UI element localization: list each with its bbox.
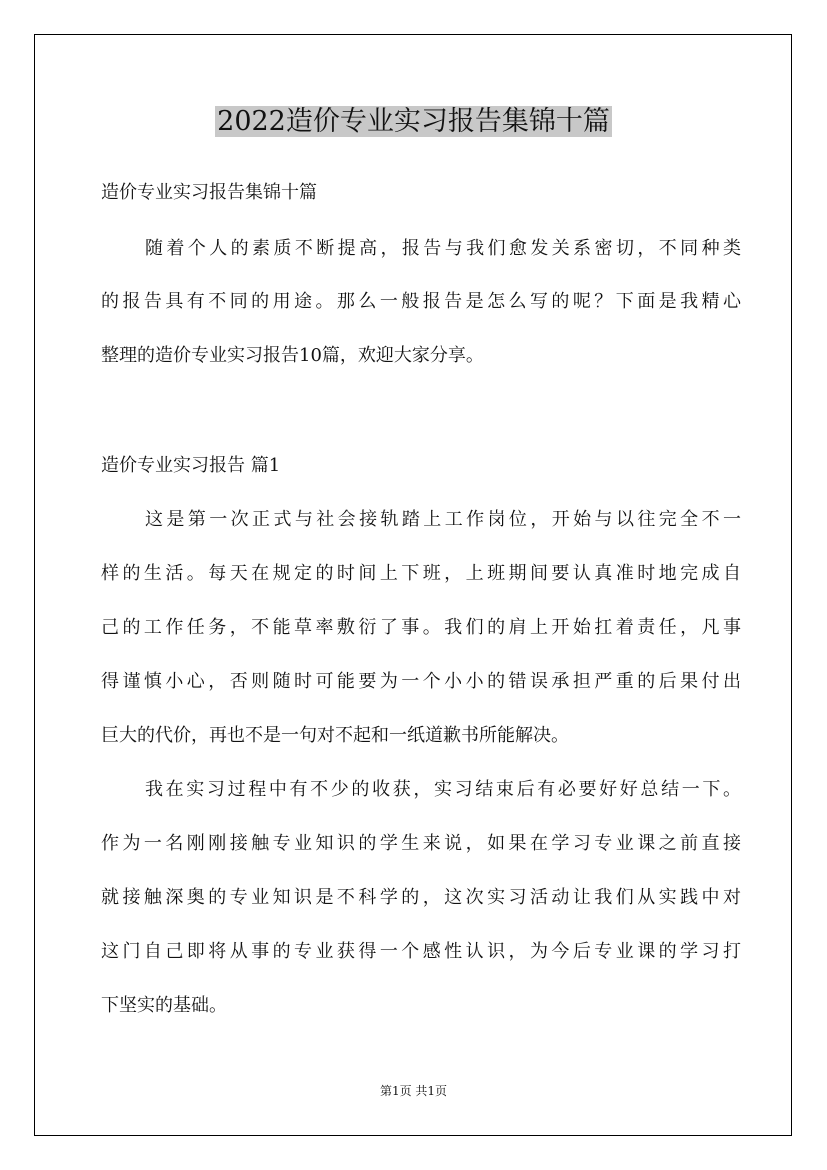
paragraph-line: 作为一名刚刚接触专业知识的学生来说，如果在学习专业课之前直接: [101, 833, 741, 854]
paragraph-line: 这门自己即将从事的专业获得一个感性认识，为今后专业课的学习打: [101, 941, 741, 962]
paragraph-line: 这是第一次正式与社会接轨踏上工作岗位，开始与以往完全不一: [145, 509, 741, 530]
document-title: 2022造价专业实习报告集锦十篇: [217, 106, 610, 137]
paragraph-line: 样的生活。每天在规定的时间上下班，上班期间要认真准时地完成自: [101, 563, 741, 584]
intro-line: 整理的造价专业实习报告10篇，欢迎大家分享。: [101, 345, 484, 366]
section-heading: 造价专业实习报告 篇1: [101, 455, 281, 476]
intro-line: 的报告具有不同的用途。那么一般报告是怎么写的呢？下面是我精心: [101, 291, 741, 312]
document-subtitle: 造价专业实习报告集锦十篇: [101, 182, 317, 203]
paragraph-line: 我在实习过程中有不少的收获，实习结束后有必要好好总结一下。: [145, 779, 741, 800]
paragraph-line: 巨大的代价，再也不是一句对不起和一纸道歉书所能解决。: [101, 725, 569, 746]
intro-line: 随着个人的素质不断提高，报告与我们愈发关系密切，不同种类: [145, 238, 741, 259]
page-footer: 第1页 共1页: [379, 1084, 448, 1098]
paragraph-line: 下坚实的基础。: [101, 995, 227, 1016]
paragraph-line: 己的工作任务，不能草率敷衍了事。我们的肩上开始扛着责任，凡事: [101, 617, 741, 638]
paragraph-line: 就接触深奥的专业知识是不科学的，这次实习活动让我们从实践中对: [101, 887, 741, 908]
paragraph-line: 得谨慎小心，否则随时可能要为一个小小的错误承担严重的后果付出: [101, 671, 741, 692]
